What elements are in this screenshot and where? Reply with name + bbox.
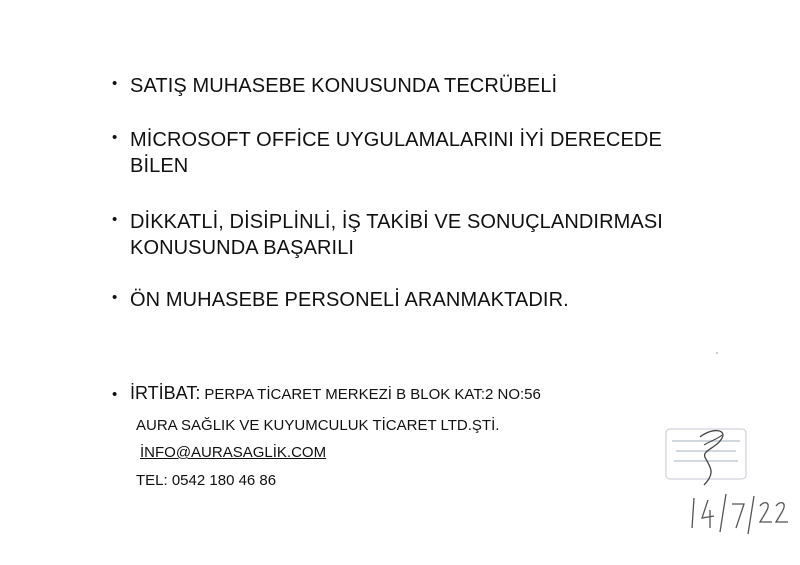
bullet-line: ÖN MUHASEBE PERSONELİ ARANMAKTADIR. — [130, 289, 569, 311]
scan-speck — [716, 352, 718, 354]
bullet-text — [130, 287, 569, 313]
contact-address: PERPA TİCARET MERKEZİ B BLOK KAT:2 NO:56 — [204, 386, 541, 403]
contact-block — [112, 383, 541, 405]
bullet-dot: • — [112, 129, 118, 146]
bullet-item-office-skills — [112, 127, 662, 179]
bullet-line: MİCROSOFT OFFİCE UYGULAMALARINI İYİ DERECEDE — [130, 129, 662, 151]
bullet-text — [130, 209, 663, 261]
bullet-dot: • — [112, 75, 118, 92]
contact-address-row — [112, 383, 541, 405]
bullet-text — [130, 73, 557, 99]
bullet-item-discipline — [112, 209, 663, 261]
bullet-dot: • — [112, 386, 118, 403]
handwritten-date-icon — [680, 488, 790, 538]
bullet-line: DİKKATLİ, DİSİPLİNLİ, İŞ TAKİBİ VE SONUÇLANDIRMASI — [130, 211, 663, 233]
phone-number: TEL: 0542 180 46 86 — [136, 472, 277, 489]
bullet-line: SATIŞ MUHASEBE KONUSUNDA TECRÜBELİ — [130, 75, 558, 97]
contact-label: İRTİBAT: — [130, 383, 201, 403]
bullet-text — [130, 127, 662, 179]
bullet-dot: • — [112, 289, 118, 306]
bullet-line: KONUSUNDA BAŞARILI — [130, 237, 355, 259]
company-stamp-icon — [660, 415, 760, 495]
company-name: AURA SAĞLIK VE KUYUMCULUK TİCARET LTD.ŞTİ. — [136, 417, 500, 434]
bullet-line: BİLEN — [130, 155, 189, 177]
email-link[interactable]: İNFO@AURASAGLİK.COM — [140, 444, 327, 461]
bullet-item-position — [112, 287, 569, 313]
bullet-dot: • — [112, 211, 118, 228]
bullet-item-experience — [112, 73, 557, 99]
